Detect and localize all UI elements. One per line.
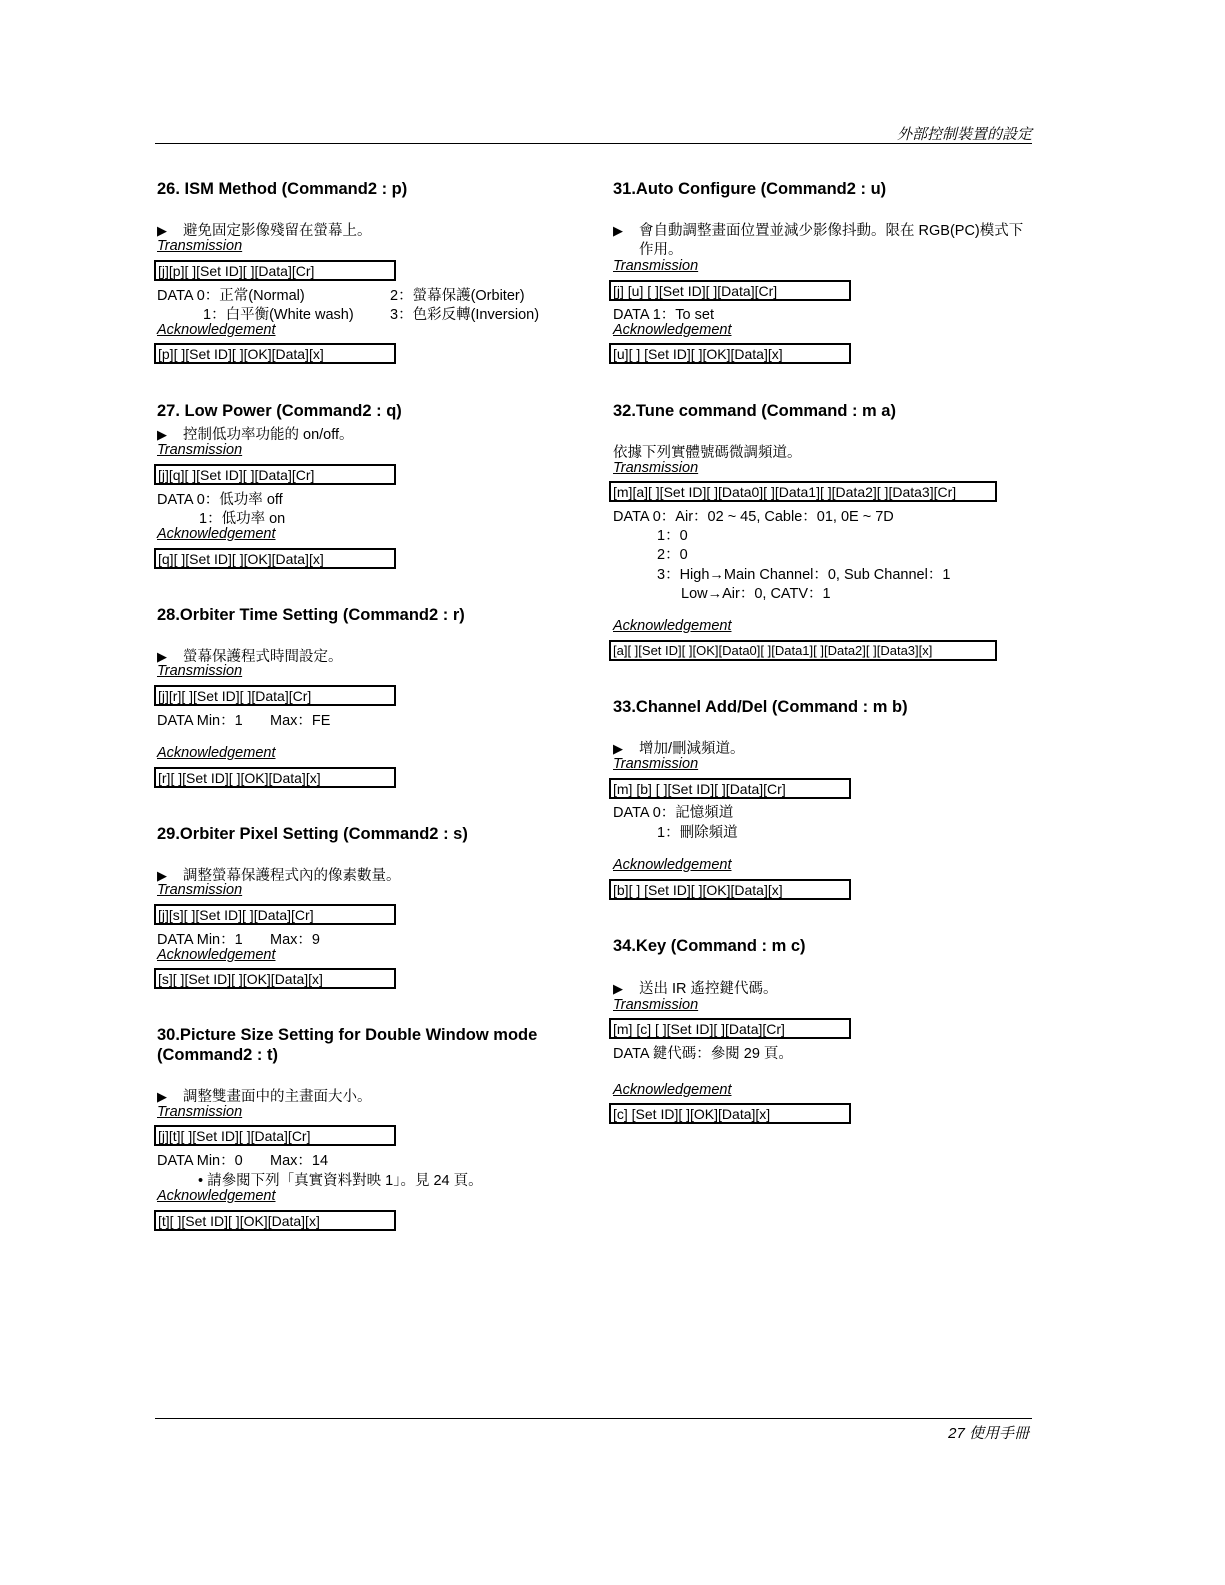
section-32-data-2: 2：0	[657, 547, 688, 563]
section-31-ack-label: Acknowledgement	[613, 322, 732, 338]
bullet-icon: ▶	[613, 223, 623, 238]
section-29-desc: ▶ 調整螢幕保護程式內的像素數量。	[157, 868, 401, 884]
section-32-transmission-code: [m][a][ ][Set ID][ ][Data0][ ][Data1][ ][Data2][ ][Data3][Cr]	[609, 481, 997, 502]
section-32-transmission-label: Transmission	[613, 460, 699, 476]
section-27-data-1: 1：低功率 on	[199, 511, 286, 527]
section-32-desc: 依據下列實體號碼微調頻道。	[613, 445, 802, 461]
section-32-data-1: 1：0	[657, 528, 688, 544]
section-31-data-1: DATA 1：To set	[613, 307, 714, 323]
section-34-transmission-code: [m] [c] [ ][Set ID][ ][Data][Cr]	[609, 1018, 851, 1039]
page-footer-label: 27 使用手冊	[948, 1425, 1029, 1442]
section-27-ack-code: [q][ ][Set ID][ ][OK][Data][x]	[154, 548, 396, 569]
section-29-ack-code: [s][ ][Set ID][ ][OK][Data][x]	[154, 968, 396, 989]
section-32-ack-code: [a][ ][Set ID][ ][OK][Data0][ ][Data1][ ][Data2][ ][Data3][x]	[609, 640, 997, 661]
section-30-note: • 請參閱下列「真實資料對映 1」。見 24 頁。	[198, 1173, 483, 1189]
section-31-transmission-label: Transmission	[613, 258, 699, 274]
section-31-ack-code: [u][ ] [Set ID][ ][OK][Data][x]	[609, 343, 851, 364]
section-30-desc: ▶ 調整雙畫面中的主畫面大小。	[157, 1089, 372, 1105]
section-33-transmission-code: [m] [b] [ ][Set ID][ ][Data][Cr]	[609, 778, 851, 799]
section-28-ack-code: [r][ ][Set ID][ ][OK][Data][x]	[154, 767, 396, 788]
section-30-data-min: DATA Min：0	[157, 1153, 243, 1169]
section-28-title: 28.Orbiter Time Setting (Command2 : r)	[157, 606, 465, 624]
section-33-ack-label: Acknowledgement	[613, 857, 732, 873]
section-29-ack-label: Acknowledgement	[157, 947, 276, 963]
section-26-desc: ▶ 避免固定影像殘留在螢幕上。	[157, 223, 372, 239]
section-27-title: 27. Low Power (Command2 : q)	[157, 402, 402, 420]
footer-rule	[155, 1418, 1032, 1419]
section-28-data-min: DATA Min：1	[157, 713, 243, 729]
section-27-data-0: DATA 0：低功率 off	[157, 492, 283, 508]
section-30-transmission-label: Transmission	[157, 1104, 243, 1120]
section-32-data-3: 3：High→Main Channel：0, Sub Channel：1	[657, 567, 951, 583]
section-33-transmission-label: Transmission	[613, 756, 699, 772]
section-27-desc: ▶ 控制低功率功能的 on/off。	[157, 427, 354, 443]
section-31-title: 31.Auto Configure (Command2 : u)	[613, 180, 887, 198]
section-28-transmission-label: Transmission	[157, 663, 243, 679]
page-header-title: 外部控制裝置的設定	[896, 126, 1032, 143]
section-33-data-0: DATA 0：記憶頻道	[613, 805, 734, 821]
section-32-data-0: DATA 0：Air：02 ~ 45, Cable：01, 0E ~ 7D	[613, 509, 894, 525]
section-33-ack-code: [b][ ] [Set ID][ ][OK][Data][x]	[609, 879, 851, 900]
section-34-data: DATA 鍵代碼：參閱 29 頁。	[613, 1046, 793, 1062]
section-29-transmission-label: Transmission	[157, 882, 243, 898]
header-rule	[155, 143, 1032, 144]
section-31-desc-line-1: ▶ 會自動調整畫面位置並減少影像抖動。限在 RGB(PC)模式下	[613, 223, 1024, 239]
bullet-icon: ▶	[613, 981, 623, 996]
section-34-ack-label: Acknowledgement	[613, 1082, 732, 1098]
section-26-transmission-label: Transmission	[157, 238, 243, 254]
section-34-ack-code: [c] [Set ID][ ][OK][Data][x]	[609, 1103, 851, 1124]
section-26-ack-label: Acknowledgement	[157, 322, 276, 338]
section-34-transmission-label: Transmission	[613, 997, 699, 1013]
section-29-transmission-code: [j][s][ ][Set ID][ ][Data][Cr]	[154, 904, 396, 925]
section-32-data-3-low: Low→Air：0, CATV：1	[681, 586, 831, 602]
bullet-icon: ▶	[613, 741, 623, 756]
section-34-title: 34.Key (Command : m c)	[613, 937, 806, 955]
section-26-transmission-code: [j][p][ ][Set ID][ ][Data][Cr]	[154, 260, 396, 281]
section-26-data-2: 2：螢幕保護(Orbiter)	[390, 288, 525, 304]
section-32-ack-label: Acknowledgement	[613, 618, 732, 634]
section-30-title-line-2: (Command2 : t)	[157, 1046, 278, 1064]
section-28-transmission-code: [j][r][ ][Set ID][ ][Data][Cr]	[154, 685, 396, 706]
section-26-data-1: 1：白平衡(White wash)	[203, 307, 354, 323]
section-30-transmission-code: [j][t][ ][Set ID][ ][Data][Cr]	[154, 1125, 396, 1146]
section-33-desc: ▶ 增加/刪減頻道。	[613, 741, 745, 757]
section-27-transmission-code: [j][q][ ][Set ID][ ][Data][Cr]	[154, 464, 396, 485]
section-30-title-line-1: 30.Picture Size Setting for Double Window mode	[157, 1026, 538, 1044]
bullet-icon: ▶	[157, 223, 167, 238]
bullet-icon: ▶	[157, 649, 167, 664]
section-27-transmission-label: Transmission	[157, 442, 243, 458]
section-28-data-max: Max：FE	[270, 713, 331, 729]
section-27-ack-label: Acknowledgement	[157, 526, 276, 542]
section-29-data-max: Max：9	[270, 932, 320, 948]
section-28-desc: ▶ 螢幕保護程式時間設定。	[157, 649, 343, 665]
bullet-icon: ▶	[157, 868, 167, 883]
section-26-data-3: 3：色彩反轉(Inversion)	[390, 307, 540, 323]
section-28-ack-label: Acknowledgement	[157, 745, 276, 761]
section-29-data-min: DATA Min：1	[157, 932, 243, 948]
section-26-title: 26. ISM Method (Command2 : p)	[157, 180, 408, 198]
section-31-desc-line-2: 作用。	[639, 242, 683, 258]
section-33-title: 33.Channel Add/Del (Command : m b)	[613, 698, 908, 716]
bullet-icon: ▶	[157, 1089, 167, 1104]
section-33-data-1: 1：刪除頻道	[657, 825, 738, 841]
section-34-desc: ▶ 送出 IR 遙控鍵代碼。	[613, 981, 778, 997]
section-30-data-max: Max：14	[270, 1153, 329, 1169]
section-32-title: 32.Tune command (Command : m a)	[613, 402, 896, 420]
section-26-ack-code: [p][ ][Set ID][ ][OK][Data][x]	[154, 343, 396, 364]
section-26-data-0: DATA 0：正常(Normal)	[157, 288, 305, 304]
section-31-transmission-code: [j] [u] [ ][Set ID][ ][Data][Cr]	[609, 280, 851, 301]
section-29-title: 29.Orbiter Pixel Setting (Command2 : s)	[157, 825, 468, 843]
section-30-ack-code: [t][ ][Set ID][ ][OK][Data][x]	[154, 1210, 396, 1231]
section-30-ack-label: Acknowledgement	[157, 1188, 276, 1204]
bullet-icon: ▶	[157, 427, 167, 442]
